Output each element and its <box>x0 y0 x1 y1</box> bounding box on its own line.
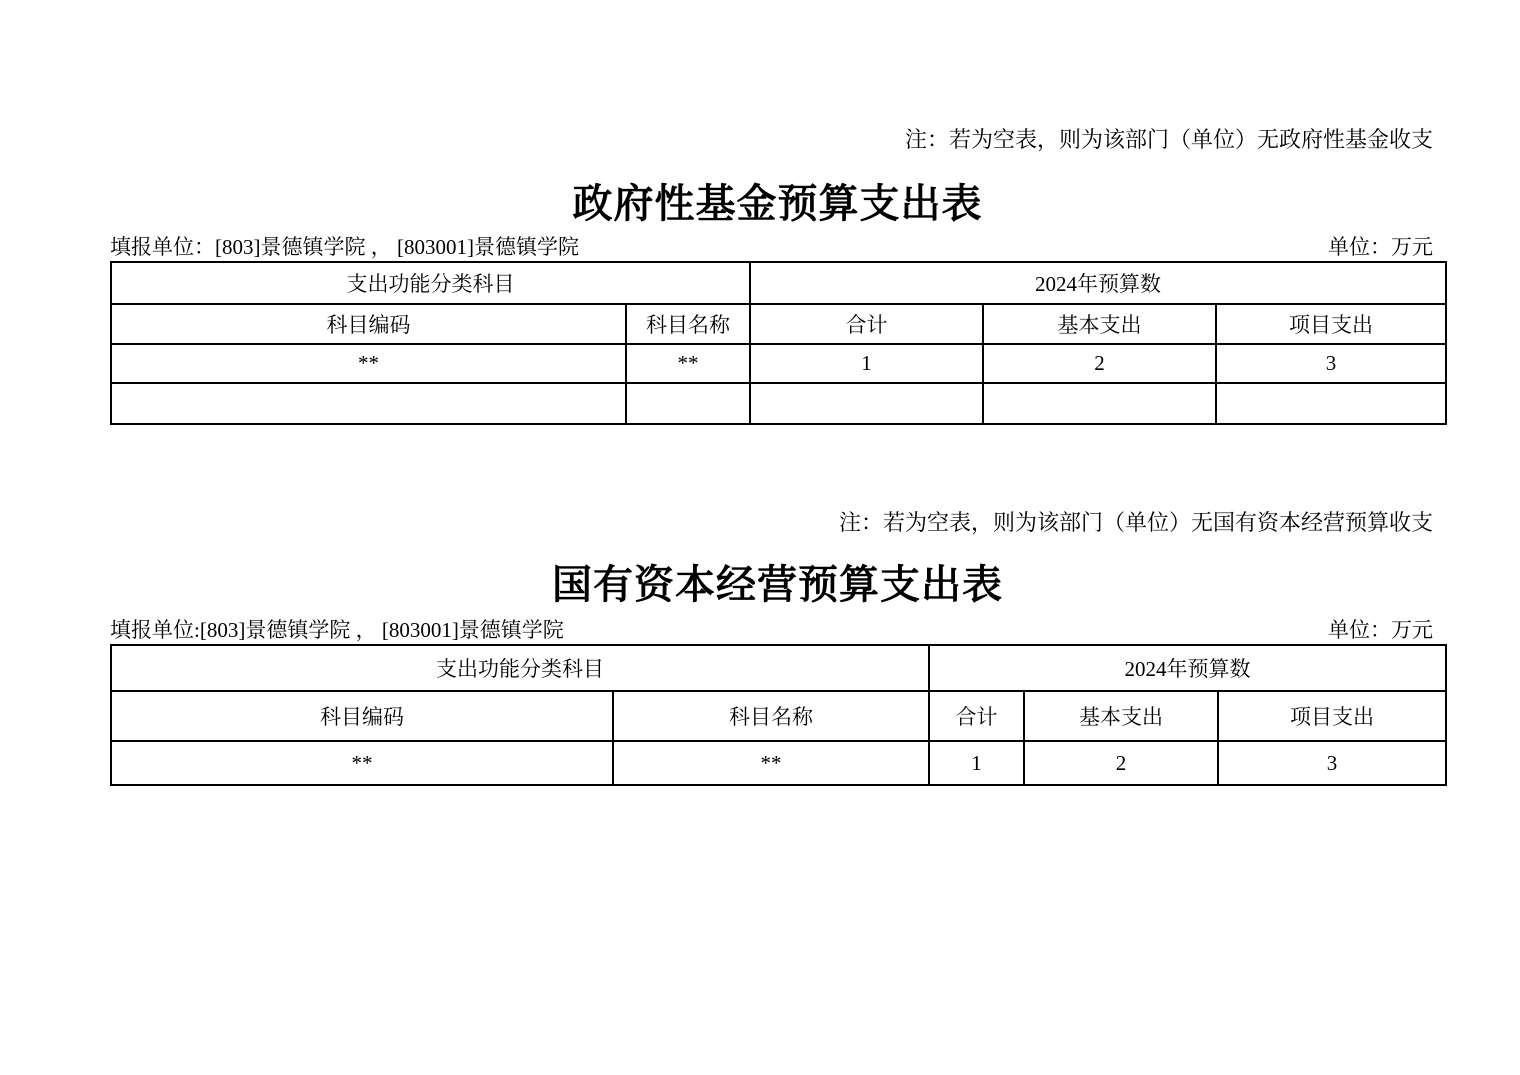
table-cell <box>983 383 1216 424</box>
col-header-project-expenditure: 项目支出 <box>1218 691 1446 741</box>
col-header-total: 合计 <box>750 304 983 344</box>
col-header-total: 合计 <box>929 691 1024 741</box>
column-header-row <box>111 691 1446 741</box>
col-header-basic-expenditure: 基本支出 <box>1024 691 1218 741</box>
budget-table <box>110 261 1447 425</box>
table-title: 国有资本经营预算支出表 <box>552 562 1003 607</box>
table-cell: 3 <box>1218 741 1446 785</box>
col-header-subject-name: 科目名称 <box>613 691 929 741</box>
col-header-basic-expenditure: 基本支出 <box>983 304 1216 344</box>
reporting-unit-label: 填报单位:[803]景德镇学院 ， [803001]景德镇学院 <box>110 618 564 642</box>
table-cell: ** <box>626 344 750 383</box>
unit-of-measure-label: 单位：万元 <box>1328 235 1433 259</box>
empty-table-note: 注：若为空表，则为该部门（单位）无政府性基金收支 <box>904 127 1433 152</box>
reporting-unit-label: 填报单位：[803]景德镇学院 ， [803001]景德镇学院 <box>110 235 579 259</box>
table-row <box>111 383 1446 424</box>
table-cell <box>626 383 750 424</box>
col-header-project-expenditure: 项目支出 <box>1216 304 1446 344</box>
group-header-2024-budget: 2024年预算数 <box>929 645 1446 691</box>
table-cell <box>750 383 983 424</box>
col-header-subject-code: 科目编码 <box>111 691 613 741</box>
empty-table-note: 注：若为空表，则为该部门（单位）无国有资本经营预算收支 <box>838 510 1433 535</box>
table-cell: 1 <box>750 344 983 383</box>
group-header-expenditure-function: 支出功能分类科目 <box>111 262 750 304</box>
table-cell: ** <box>613 741 929 785</box>
table-cell: 2 <box>983 344 1216 383</box>
table-cell <box>1216 383 1446 424</box>
column-header-row <box>111 304 1446 344</box>
table-cell: ** <box>111 741 613 785</box>
group-header-expenditure-function: 支出功能分类科目 <box>111 645 929 691</box>
table-cell <box>111 383 626 424</box>
table-cell: 3 <box>1216 344 1446 383</box>
table-title: 政府性基金预算支出表 <box>572 181 983 226</box>
table-cell: 2 <box>1024 741 1218 785</box>
section-government-fund-budget <box>110 128 1445 425</box>
budget-table <box>110 644 1447 786</box>
section-state-capital-budget <box>110 511 1445 786</box>
group-header-row <box>111 262 1446 304</box>
col-header-subject-name: 科目名称 <box>626 304 750 344</box>
unit-of-measure-label: 单位：万元 <box>1328 618 1433 642</box>
table-meta-row <box>110 616 1445 644</box>
col-header-subject-code: 科目编码 <box>111 304 626 344</box>
group-header-2024-budget: 2024年预算数 <box>750 262 1446 304</box>
table-row <box>111 344 1446 383</box>
table-meta-row <box>110 233 1445 261</box>
table-cell: ** <box>111 344 626 383</box>
group-header-row <box>111 645 1446 691</box>
table-cell: 1 <box>929 741 1024 785</box>
table-row <box>111 741 1446 785</box>
